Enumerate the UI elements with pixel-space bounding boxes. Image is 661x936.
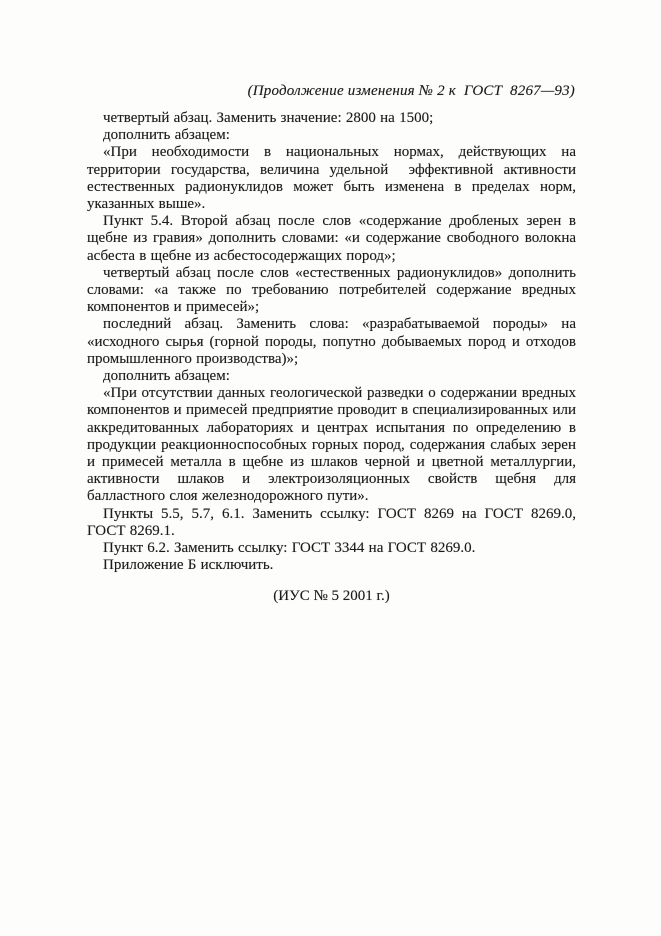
paragraph: четвертый абзац. Заменить значение: 2800 на 1500; — [103, 110, 434, 126]
paragraph: Приложение Б исключить. — [103, 557, 274, 574]
paragraph: последний абзац. Заменить слова: «разрабатываемой породы» на «исходного сырья (горной породы, попутно добываемых пород и отходов промышленного производства)»; — [87, 316, 576, 367]
paragraph: «При необходимости в национальных нормах, действующих на территории государства, величина удельной эффективной активности естественных радионуклидов может быть изменена в пределах норм, указанных выше». — [87, 144, 576, 213]
paragraph: «При отсутствии данных геологической разведки о содержании вредных компонентов и примесей предприятие проводит в специализированных или аккредитованных лабораториях и центрах испытания по определению в продукции реакционноспособных горных пород, содержания слабых зерен и примесей металла в щебне из шлаков черной и цветной металлургии, активности шлаков и электроизоляционных свойств щебня для балластного слоя железнодорожного пути». — [87, 385, 576, 505]
paragraph: Пункты 5.5, 5.7, 6.1. Заменить ссылку: ГОСТ 8269 на ГОСТ 8269.0, ГОСТ 8269.1. — [87, 505, 576, 539]
paragraph: Пункт 6.2. Заменить ссылку: ГОСТ 3344 на ГОСТ 8269.0. — [103, 540, 476, 557]
issue-footer: (ИУС № 5 2001 г.) — [273, 588, 390, 605]
running-header: (Продолжение изменения № 2 к ГОСТ 8267—93) — [247, 83, 575, 99]
paragraph: дополнить абзацем: — [103, 368, 230, 385]
paragraph: Пункт 5.4. Второй абзац после слов «содержание дробленых зерен в щебне из гравия» дополнить словами: «и содержание свободного волокна асбеста в щебне из асбестосодержащих пород»; — [87, 213, 576, 264]
paragraph: дополнить абзацем: — [103, 127, 230, 144]
paragraph: четвертый абзац после слов «естественных радионуклидов» дополнить словами: «а также по требованию потребителей содержание вредных компонентов и примесей»; — [87, 264, 576, 316]
document-body — [87, 110, 576, 606]
